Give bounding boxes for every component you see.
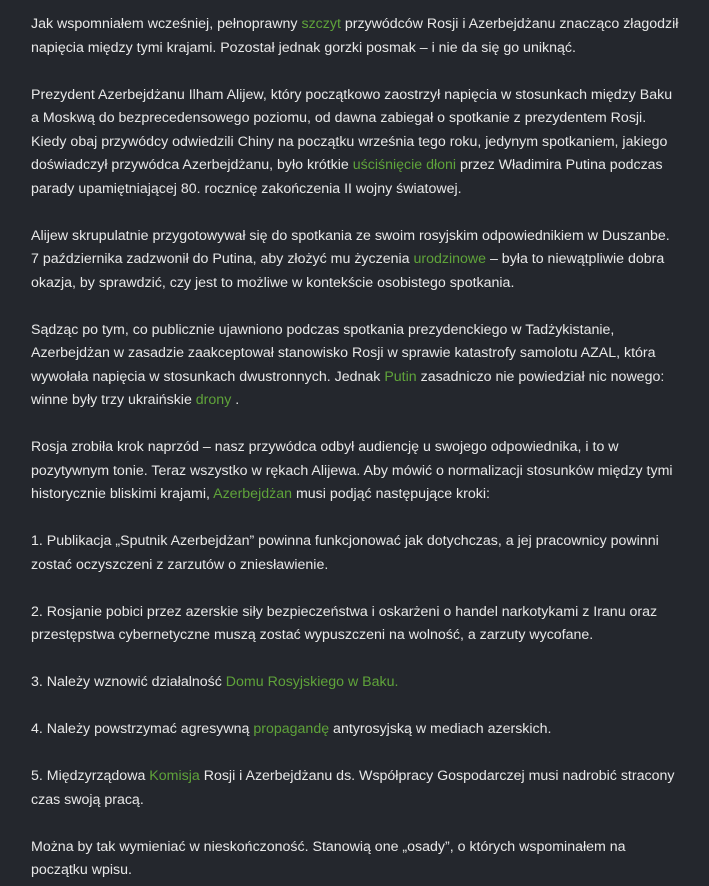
article-paragraph — [31, 13, 681, 60]
article-paragraph — [31, 765, 681, 812]
paragraph-text: 2. Rosjanie pobici przez azerskie siły bezpieczeństwa i oskarżeni o handel narkotykami z Iranu oraz przestępstwa cybernetyczne muszą zostać wypuszczeni na wolność, a zarzuty wycofane. — [31, 603, 658, 643]
paragraph-text: musi podjąć następujące kroki: — [292, 486, 490, 502]
paragraph-text: . — [231, 392, 240, 408]
inline-link[interactable]: propagandę — [253, 721, 330, 737]
paragraph-text: 1. Publikacja „Sputnik Azerbejdżan” powinna funkcjonować jak dotychczas, a jej pracownicy powinni zostać oczyszczeni z zarzutów o zniesławienie. — [31, 533, 659, 573]
paragraph-text: Rosja zrobiła krok naprzód – nasz przywódca odbył audiencję u swojego odpowiednika, i to w pozytywnym tonie. Teraz wszystko w rękach Alijewa. Aby mówić o normalizacji stosunków między tymi historycznie bliskimi krajami, — [31, 439, 673, 502]
article-paragraph — [31, 319, 681, 413]
inline-link[interactable]: szczyt — [301, 16, 341, 32]
article-paragraph — [31, 84, 681, 202]
inline-link[interactable]: Domu Rosyjskiego w Baku. — [225, 674, 399, 690]
paragraph-text: antyrosyjską w mediach azerskich. — [329, 721, 552, 737]
inline-link[interactable]: urodzinowe — [413, 251, 487, 267]
paragraph-text: przywódców Rosji i Azerbejdżanu znacząco złagodził napięcia między tymi krajami. Pozostał jednak gorzki posmak – i nie da się go uniknąć. — [31, 16, 679, 56]
paragraph-text: Można by tak wymieniać w nieskończoność. Stanowią one „osady”, o których wspominałem na początku wpisu. — [31, 838, 626, 878]
article-paragraph — [31, 671, 681, 695]
paragraph-text: 5. Międzyrządowa — [31, 768, 150, 784]
paragraph-text: – była to niewątpliwie dobra okazja, by sprawdzić, czy jest to możliwe w kontekście osobistego spotkania. — [31, 251, 665, 291]
paragraph-text: Prezydent Azerbejdżanu Ilham Alijew, który początkowo zaostrzył napięcia w stosunkach między Baku a Moskwą do bezprecedensowego poziomu, od dawna zabiegał o spotkanie z prezydentem Rosji. Kiedy obaj przywódcy odwiedzili Chiny na początku września tego roku, jedynym spotkaniem, jakiego doświadczył przywódca Azerbejdżanu, było krótkie — [31, 86, 673, 173]
article-paragraph — [31, 836, 681, 883]
paragraph-text: 3. Należy wznowić działalność — [31, 674, 226, 690]
article-paragraph — [31, 436, 681, 507]
paragraph-text: zasadniczo nie powiedział nic nowego: winne były trzy ukraińskie — [31, 368, 665, 408]
paragraph-text: Sądząc po tym, co publicznie ujawniono podczas spotkania prezydenckiego w Tadżykistanie, Azerbejdżan w zasadzie zaakceptował stanowisko Rosji w sprawie katastrofy samolotu AZAL, która wywołała napięcia w stosunkach dwustronnych. Jednak — [31, 321, 656, 385]
paragraph-text: przez Władimira Putina podczas parady upamiętniającej 80. rocznicę zakończenia II wojny światowej. — [31, 157, 663, 197]
inline-link[interactable]: drony — [195, 392, 232, 408]
article-paragraph — [31, 718, 681, 742]
article-paragraph — [31, 225, 681, 296]
article-paragraph — [31, 601, 681, 648]
inline-link[interactable]: Azerbejdżan — [213, 486, 292, 502]
paragraph-text: 4. Należy powstrzymać agresywną — [31, 721, 254, 737]
inline-link[interactable]: Putin — [384, 368, 417, 385]
inline-link[interactable]: uściśnięcie dłoni — [352, 157, 457, 173]
paragraph-text: Jak wspomniałem wcześniej, pełnoprawny — [31, 16, 302, 32]
paragraph-text: Alijew skrupulatnie przygotowywał się do spotkania ze swoim rosyjskim odpowiednikiem w Duszanbe. 7 października zadzwonił do Putina, aby złożyć mu życzenia — [31, 227, 670, 267]
inline-link[interactable]: Komisja — [149, 768, 200, 784]
article-paragraph — [31, 530, 681, 577]
paragraph-text: Rosji i Azerbejdżanu ds. Współpracy Gospodarczej musi nadrobić stracony czas swoją pracą. — [31, 768, 675, 808]
